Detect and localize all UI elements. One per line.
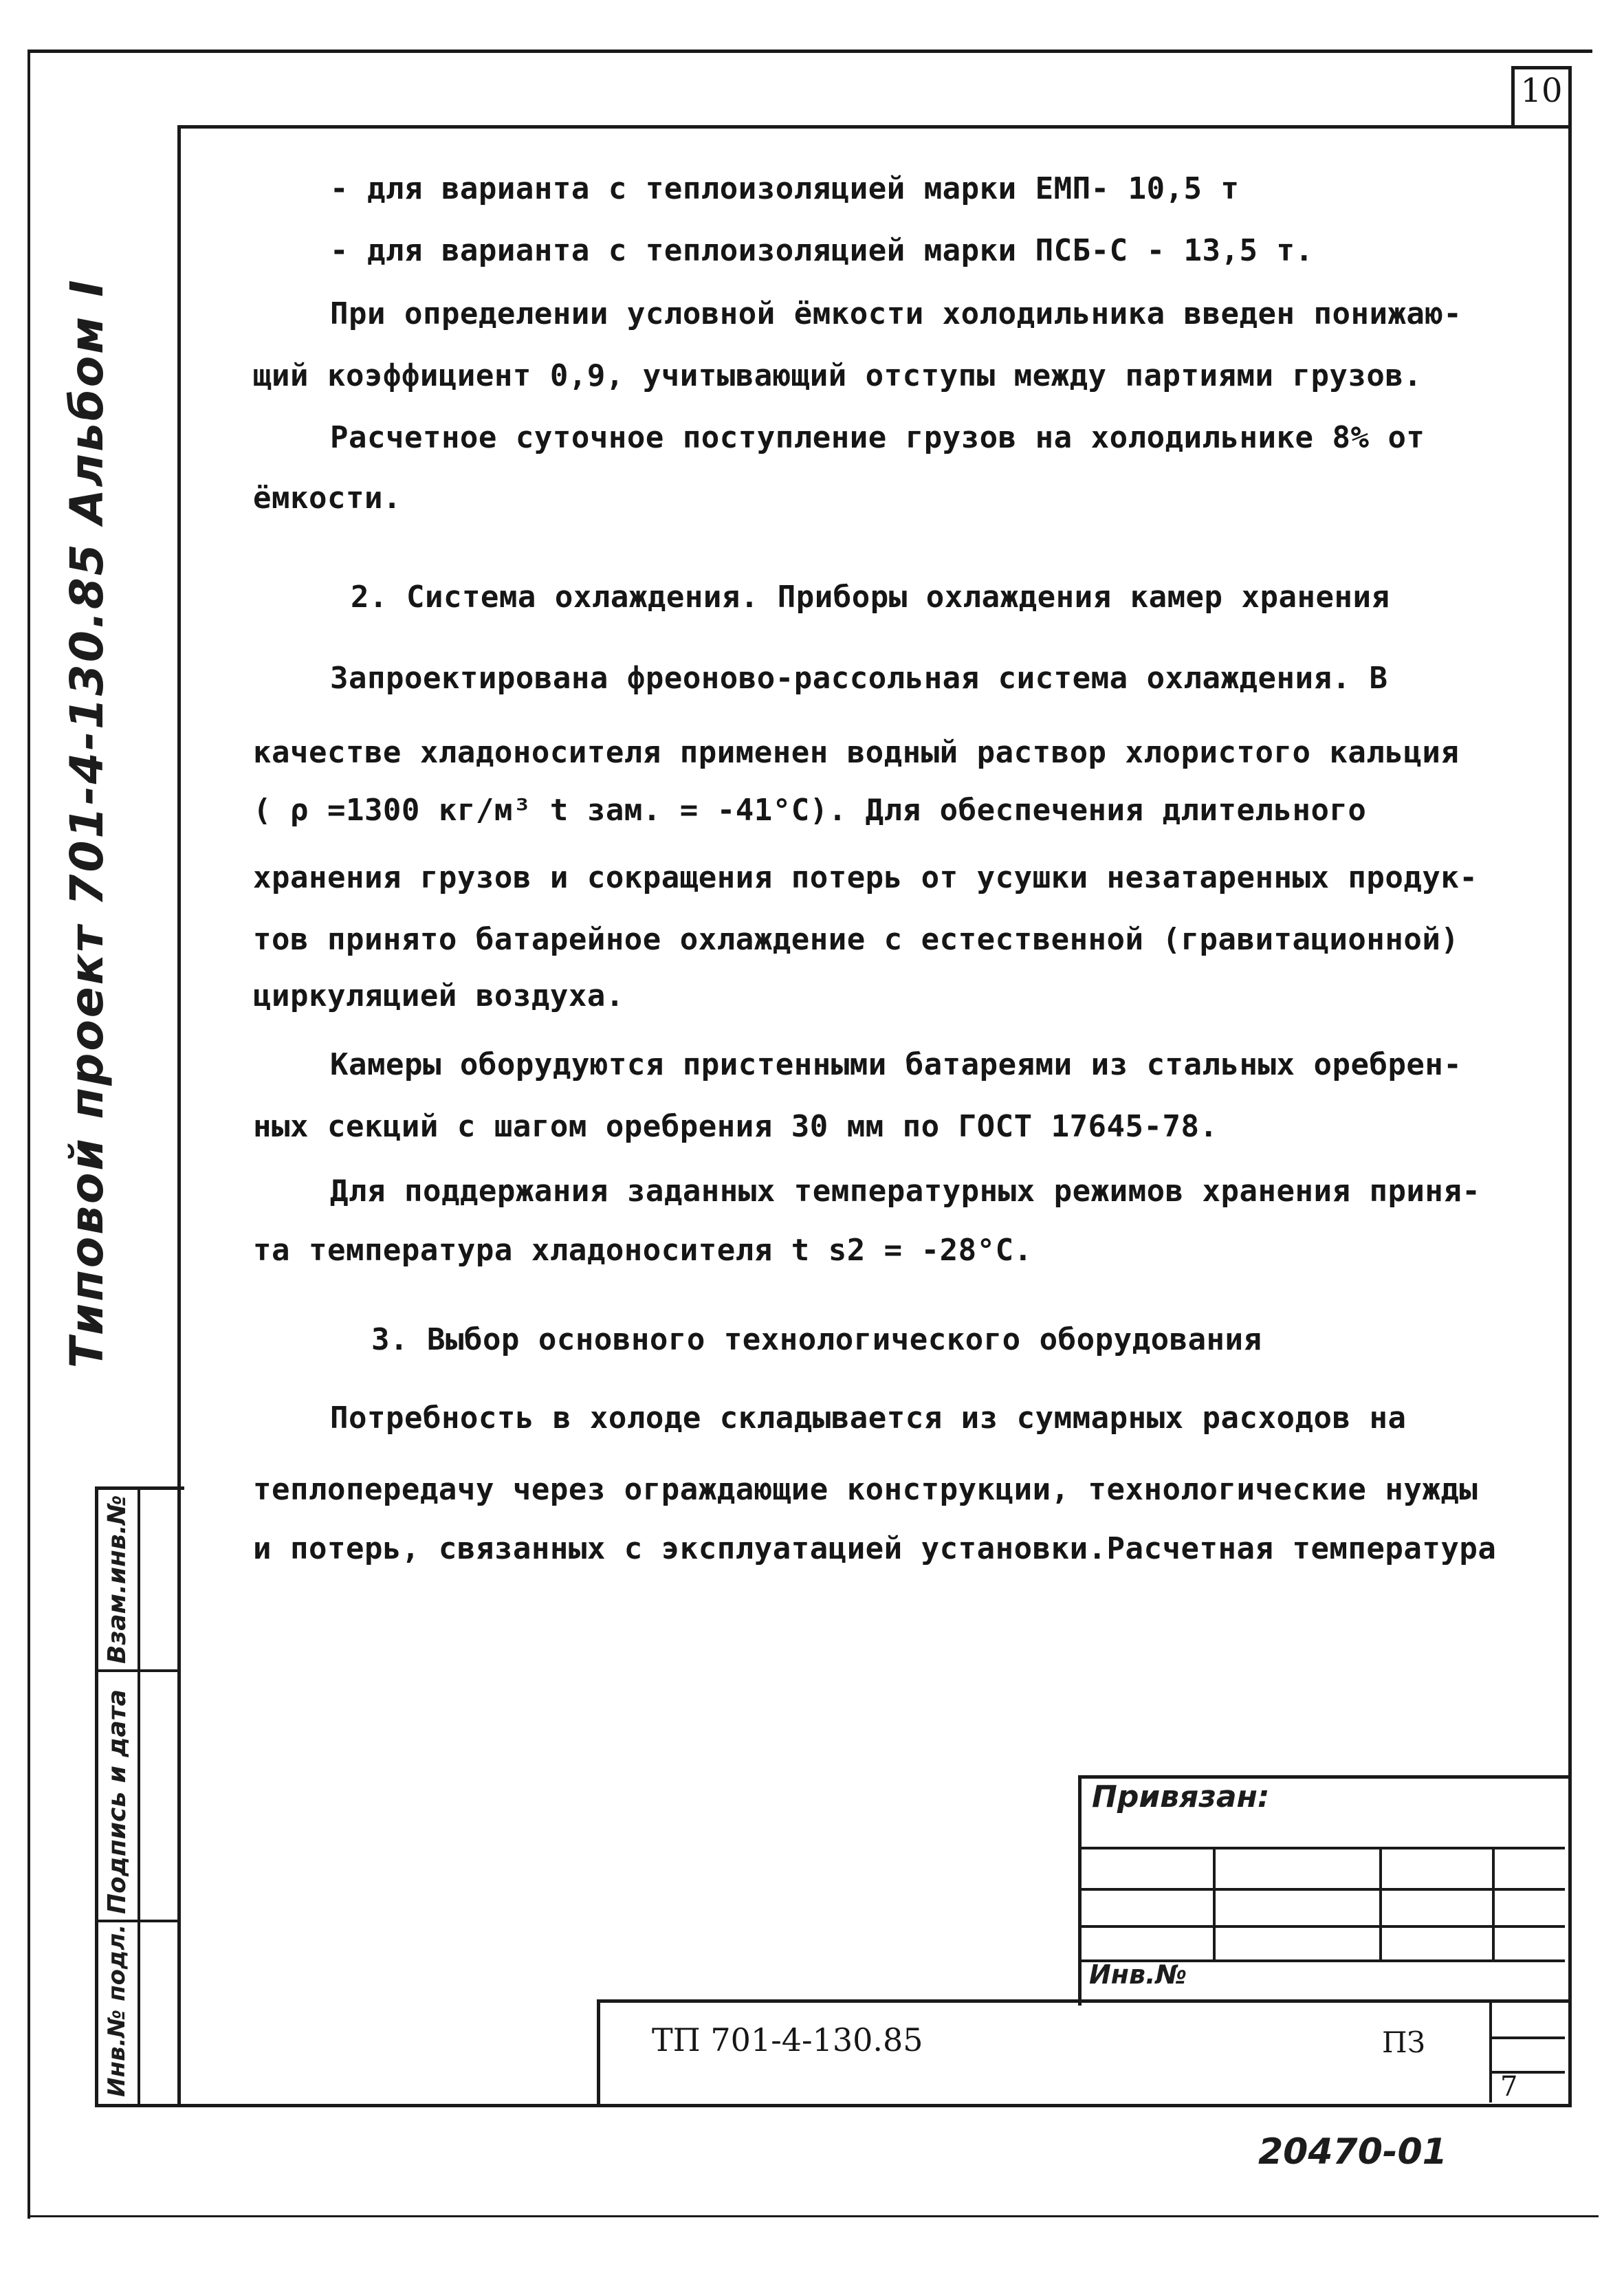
stamp-privyazan: Привязан: [1092, 1779, 1270, 1814]
text-line: Запроектирована фреоново-рассольная система охлаждения. В [330, 661, 1388, 696]
text-line: При определении условной ёмкости холодильника введен понижаю- [330, 296, 1462, 331]
stamp-doc-code: ПЗ [1382, 2025, 1425, 2059]
side-stamp-rule [95, 1669, 181, 1672]
side-stamp-rule [95, 1920, 181, 1922]
stamp-sheet-number: 7 [1500, 2071, 1518, 2102]
vertical-project-title: Типовой проект 701-4-130.85 Альбом I [61, 278, 113, 1368]
text-line: Потребность в холоде складывается из суммарных расходов на [330, 1401, 1407, 1436]
title-block-col [1379, 1847, 1382, 1962]
text-line: Камеры оборудуются пристенными батареями из стальных оребрен- [330, 1047, 1462, 1082]
bottom-rule [28, 2215, 1599, 2217]
text-line: щий коэффициент 0,9, учитывающий отступы между партиями грузов. [253, 358, 1423, 393]
title-block-col [1492, 1847, 1495, 1962]
title-block-sheet-col [1489, 1999, 1492, 2102]
text-line: тов принято батарейное охлаждение с естественной (гравитационной) [253, 922, 1460, 957]
text-line: Расчетное суточное поступление грузов на холодильнике 8% от [330, 420, 1425, 455]
side-stamp-vzam: Взам.инв.№ [103, 1495, 131, 1664]
side-stamp-podpis: Подпись и дата [103, 1689, 131, 1914]
text-line: та температура хладоносителя t s2 = -28°С. [253, 1233, 1033, 1268]
title-block-sheet-rule [1489, 2036, 1565, 2039]
footer-number: 20470-01 [1258, 2131, 1447, 2173]
text-line: качестве хладоносителя применен водный раствор хлористого кальция [253, 735, 1460, 770]
side-stamp-inv: Инв.№ подл. [103, 1924, 131, 2097]
side-stamp-divider [138, 1486, 140, 2104]
title-block-col [1213, 1847, 1216, 1962]
text-line: ёмкости. [253, 481, 402, 516]
stamp-designation: ТП 701-4-130.85 [652, 2021, 923, 2058]
text-line: циркуляцией воздуха. [253, 978, 624, 1013]
text-line: теплопередачу через ограждающие конструкции, технологические нужды [253, 1472, 1478, 1507]
page-number: 10 [1520, 72, 1563, 110]
text-line: Для поддержания заданных температурных режимов хранения приня- [330, 1174, 1481, 1209]
section-heading: 3. Выбор основного технологического оборудования [371, 1322, 1262, 1357]
section-heading: 2. Система охлаждения. Приборы охлаждения камер хранения [351, 580, 1390, 615]
stamp-inv-no: Инв.№ [1089, 1959, 1187, 1990]
text-line: - для варианта с теплоизоляцией марки ПСБ-С - 13,5 т. [330, 233, 1314, 268]
text-line: - для варианта с теплоизоляцией марки ЕМП- 10,5 т [330, 171, 1240, 206]
text-line: хранения грузов и сокращения потерь от усушки незатаренных продук- [253, 860, 1478, 895]
text-line: ных секций с шагом оребрения 30 мм по ГОСТ 17645-78. [253, 1109, 1218, 1144]
text-line: ( ρ =1300 кг/м³ t зам. = -41°С). Для обеспечения длительного [253, 793, 1367, 828]
text-line: и потерь, связанных с эксплуатацией установки.Расчетная температура [253, 1531, 1497, 1566]
